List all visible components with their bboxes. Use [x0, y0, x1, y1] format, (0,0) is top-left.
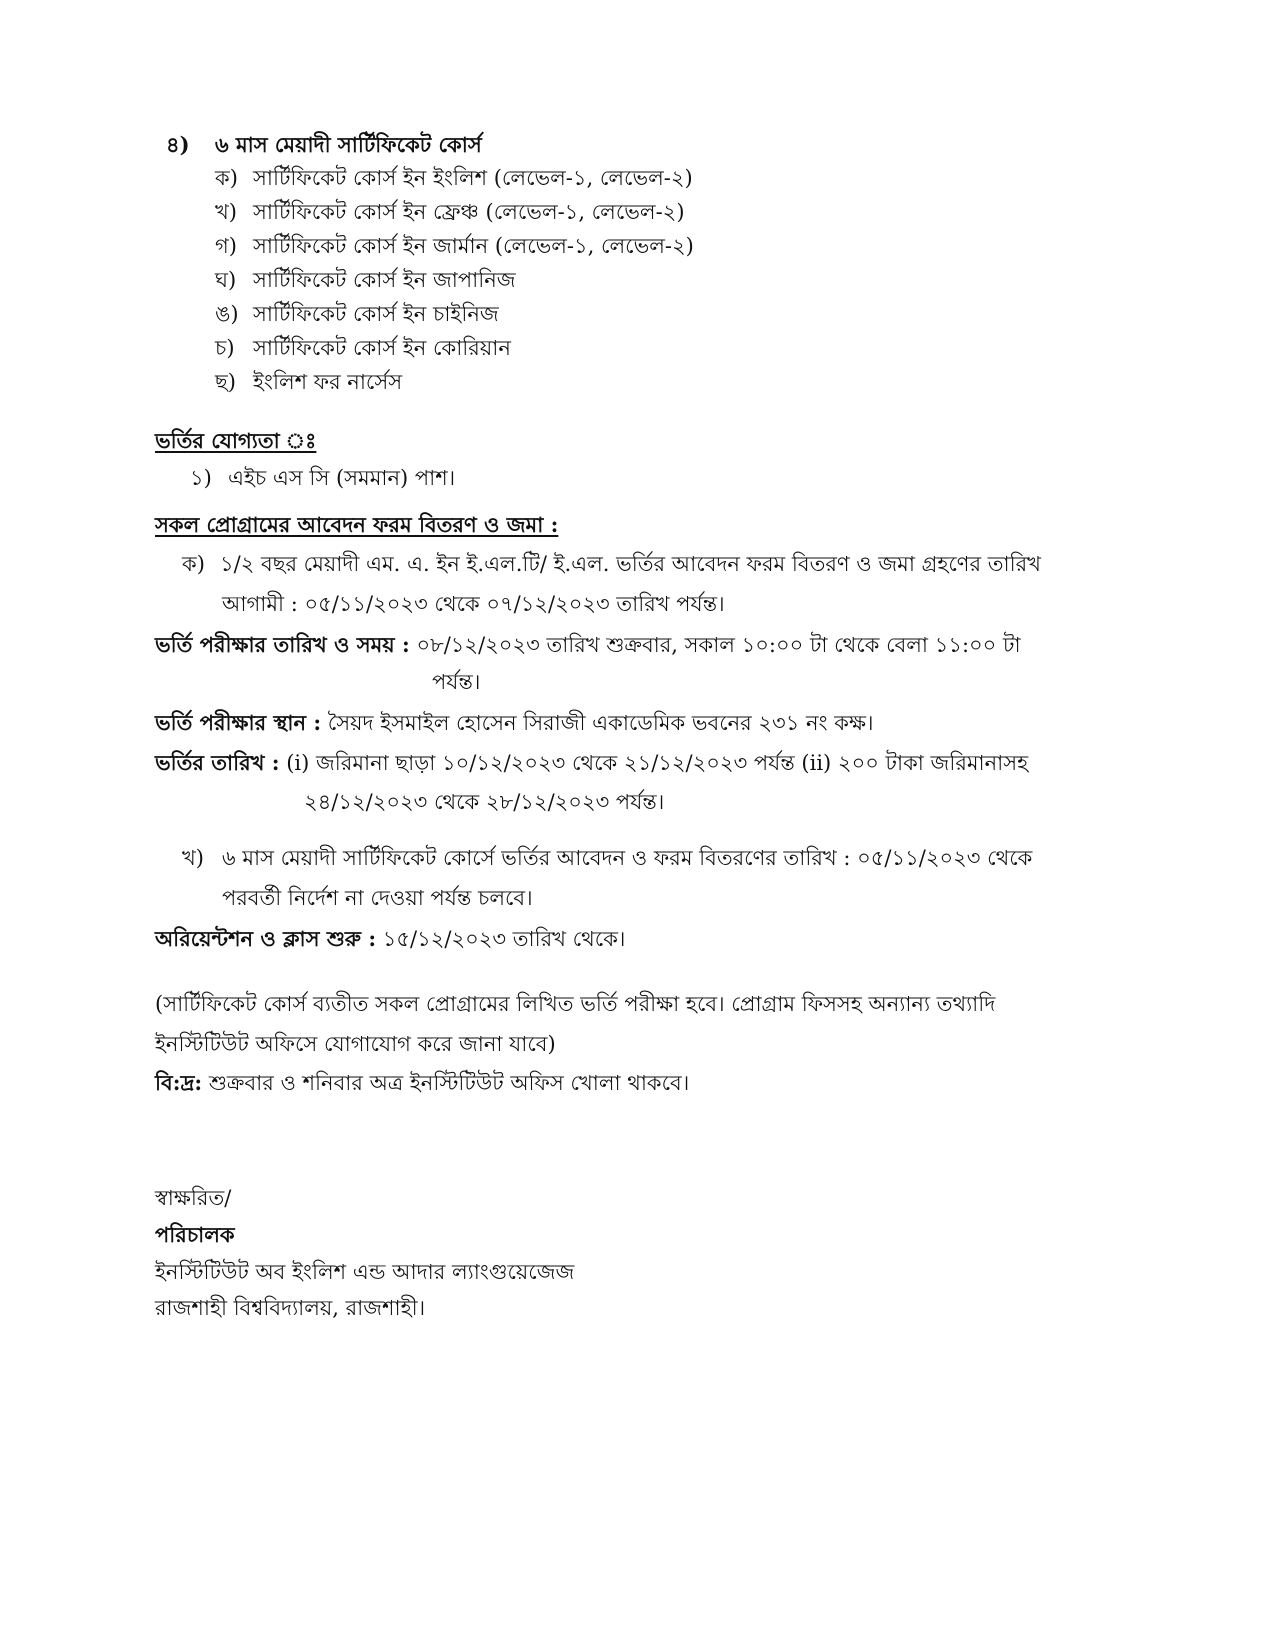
admission-text: (i) জরিমানা ছাড়া ১০/১২/২০২৩ থেকে ২১/১২/২০২৩ পর্যন্ত (ii) ২০০ টাকা জরিমানাসহ: [286, 751, 1029, 775]
list-item: [215, 268, 516, 293]
eligibility-item: [190, 466, 455, 491]
note-line1: (সার্টিফিকেট কোর্স ব্যতীত সকল প্রোগ্রামের লিখিত ভর্তি পরীক্ষা হবে। প্রোগ্রাম ফিসসহ অন্যান্য তথ্যাদি: [155, 992, 996, 1016]
list-marker: ১): [190, 466, 212, 490]
list-marker: গ): [215, 234, 237, 258]
exam-time-cont: পর্যন্ত।: [432, 670, 481, 694]
application-a-line2: আগামী : ০৫/১১/২০২৩ থেকে ০৭/১২/২০২৩ তারিখ পর্যন্ত।: [222, 592, 725, 616]
orientation: [155, 926, 625, 952]
application-a-line1: [182, 552, 1110, 577]
application-b-line1: [182, 846, 1032, 871]
note-line2: ইনস্টিটিউট অফিসে যোগাযোগ করে জানা যাবে): [155, 1032, 556, 1056]
list-marker: ঙ): [215, 302, 239, 326]
list-item-text: এইচ এস সি (সমমান) পাশ।: [228, 466, 456, 490]
signed-text: স্বাক্ষরিত/: [155, 1186, 232, 1210]
orientation-label: অরিয়েন্টশন ও ক্লাস শুরু :: [155, 926, 377, 951]
list-item: [215, 234, 694, 259]
exam-time-label: ভর্তি পরীক্ষার তারিখ ও সময় :: [155, 632, 410, 657]
exam-place-label: ভর্তি পরীক্ষার স্থান :: [155, 710, 322, 735]
list-marker: ক): [182, 552, 205, 576]
list-item: [215, 166, 693, 191]
list-marker: চ): [215, 336, 235, 360]
admission-label: ভর্তির তারিখ :: [155, 750, 280, 775]
exam-place-text: সৈয়দ ইসমাইল হোসেন সিরাজী একাডেমিক ভবনের ২৩১ নং কক্ষ।: [327, 711, 874, 735]
orientation-text: ১৫/১২/২০২৩ তারিখ থেকে।: [382, 927, 626, 951]
application-a-text: ১/২ বছর মেয়াদী এম. এ. ইন ই.এল.টি/ ই.এল. ভর্তির আবেদন ফরম বিতরণ ও জমা গ্রহণের তারিখ: [220, 552, 1041, 576]
list-marker: ক): [215, 166, 238, 190]
institute-name: ইনস্টিটিউট অব ইংলিশ এন্ড আদার ল্যাংগুয়েজেজ: [155, 1260, 575, 1284]
nb-line: [155, 1070, 689, 1096]
list-item: [215, 200, 685, 225]
nb-label: বি:দ্র:: [155, 1070, 203, 1095]
application-b-text: ৬ মাস মেয়াদী সার্টিফিকেট কোর্সে ভর্তির আবেদন ও ফরম বিতরণের তারিখ : ০৫/১১/২০২৩ থেকে: [222, 846, 1033, 870]
nb-text: শুক্রবার ও শনিবার অত্র ইনস্টিটিউট অফিস খোলা থাকবে।: [208, 1071, 690, 1095]
list-item-text: সার্টিফিকেট কোর্স ইন ফ্রেঞ্চ (লেভেল-১, লেভেল-২): [253, 200, 685, 224]
application-b-line2: পরবর্তী নির্দেশ না দেওয়া পর্যন্ত চলবে।: [222, 886, 533, 910]
eligibility-heading: ভর্তির যোগ্যতা ঃ: [155, 428, 317, 453]
list-item-text: সার্টিফিকেট কোর্স ইন ইংলিশ (লেভেল-১, লেভেল-২): [253, 166, 693, 190]
list-item-text: সার্টিফিকেট কোর্স ইন জাপানিজ: [253, 268, 516, 292]
application-heading: সকল প্রোগ্রামের আবেদন ফরম বিতরণ ও জমা :: [155, 512, 559, 537]
signatory-title: পরিচালক: [155, 1222, 235, 1247]
list-item: [215, 302, 499, 327]
university-name: রাজশাহী বিশ্ববিদ্যালয়, রাজশাহী।: [155, 1296, 426, 1320]
exam-time: [155, 632, 1021, 658]
exam-time-text: ০৮/১২/২০২৩ তারিখ শুক্রবার, সকাল ১০:০০ টা থেকে বেলা ১১:০০ টা: [416, 633, 1021, 657]
list-item-text: সার্টিফিকেট কোর্স ইন চাইনিজ: [253, 302, 499, 326]
list-item-text: ইংলিশ ফর নার্সেস: [253, 370, 403, 394]
list-marker: ঘ): [215, 268, 237, 292]
list-marker: ছ): [215, 370, 236, 394]
admission-cont: ২৪/১২/২০২৩ থেকে ২৮/১২/২০২৩ পর্যন্ত।: [304, 790, 665, 814]
list-item: [215, 336, 511, 361]
list-marker: খ): [215, 200, 237, 224]
section-title: ৬ মাস মেয়াদী সার্টিফিকেট কোর্স: [215, 132, 482, 157]
exam-place: [155, 710, 873, 736]
section-number: ৪): [166, 132, 190, 157]
list-item-text: সার্টিফিকেট কোর্স ইন জার্মান (লেভেল-১, লেভেল-২): [253, 234, 694, 258]
list-item: [215, 370, 402, 395]
list-marker: খ): [182, 846, 204, 870]
list-item-text: সার্টিফিকেট কোর্স ইন কোরিয়ান: [253, 336, 511, 360]
admission-date: [155, 750, 1028, 776]
